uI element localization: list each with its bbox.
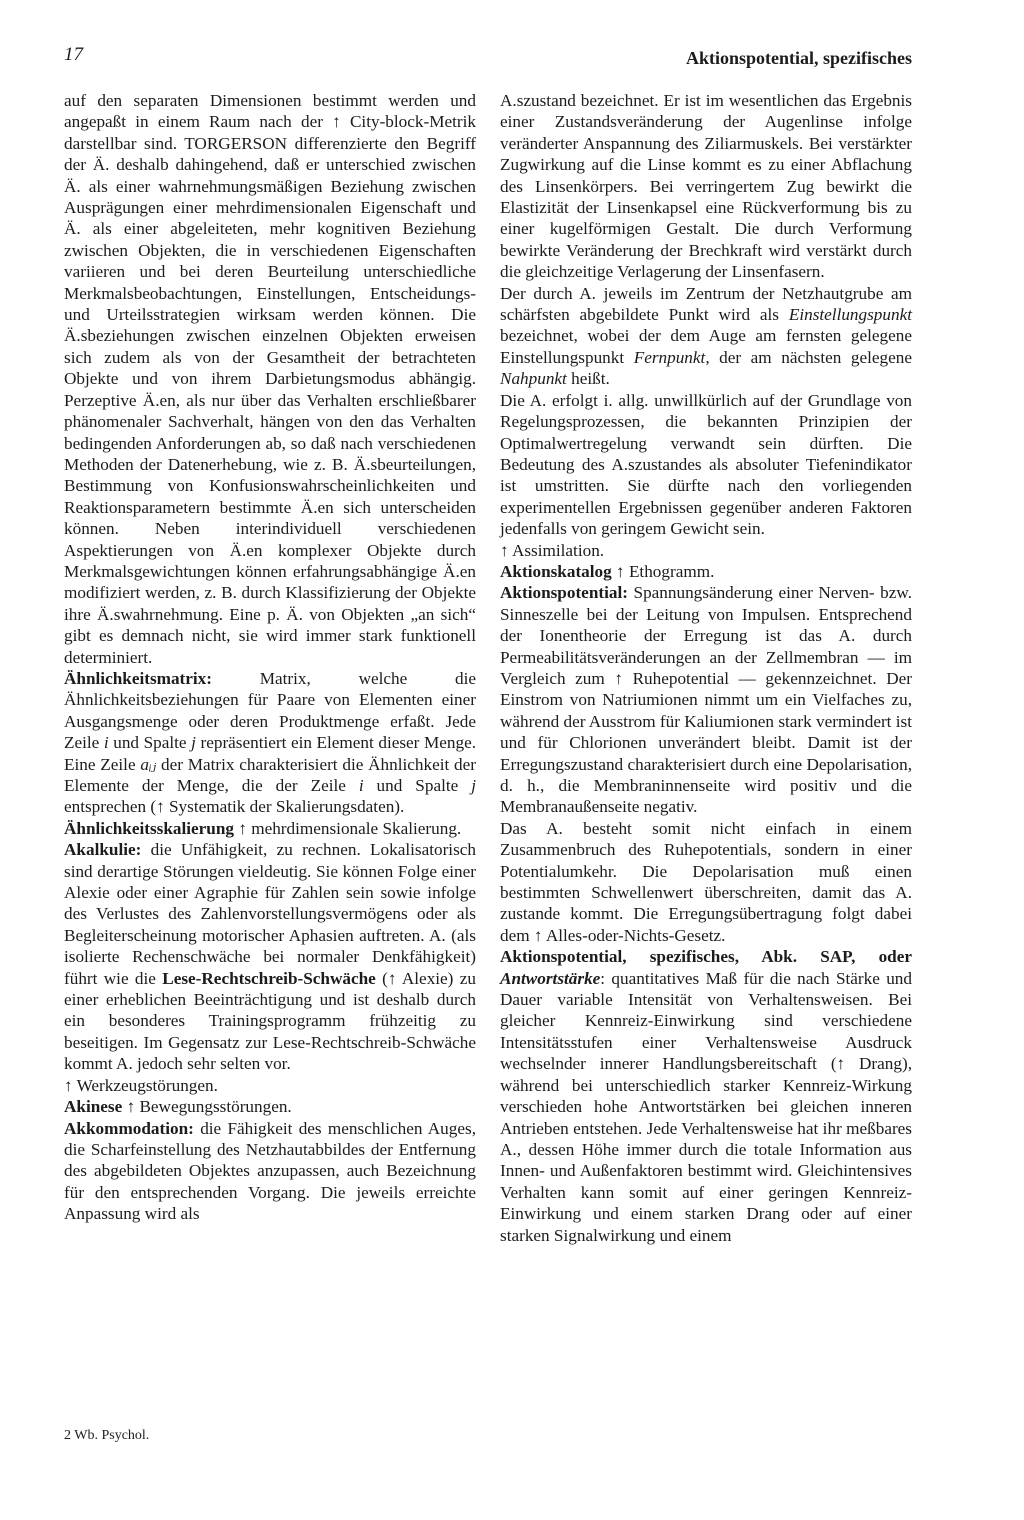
entry-text: die Unfähigkeit, zu rechnen. Lokalisatorisch sind derartige Störungen vieldeutig. Sie können Folge einer Alexie oder einer Agraphie für Zahlen sein sowie infolge des Verlustes des Zahlenvorstellungsvermögens oder als Begleiterscheinung motorischer Aphasien auftreten. A. (als isolierte Rechenschwäche bei normaler Denkfähigkeit) führt wie die	[64, 840, 476, 988]
paragraph	[500, 283, 912, 390]
paragraph-continuation: auf den separaten Dimensionen bestimmt werden und angepaßt in einem Raum nach der ↑ City-block-Metrik darstellbar sind. TORGERSON differenzierte den Begriff der Ä. deshalb dahingehend, daß er unterschied zwischen Ä. als einer wahrnehmungsmäßigen Beziehung zwischen Ausprägungen einer mehrdimensionalen Eigenschaft und Ä. als einer abgeleiteten, mehr kognitiven Beziehung zwischen Objekten, die in verschiedenen Eigenschaften variieren und bei deren Beurteilung unterschiedliche Merkmalsbeobachtungen, Einstellungen, Entscheidungs- und Urteilsstrategien wirksam werden können. Die Ä.sbeziehungen zwischen einzelnen Objekten erweisen sich zudem als von der Gesamtheit der betrachteten Objekte und von ihrem Darbietungsmodus abhängig. Perzeptive Ä.en, als nur über das Verhalten erschließbarer phänomenaler Sachverhalt, hängen von den das Verhalten bedingenden Anforderungen ab, so daß nach verschiedenen Methoden der Datenerhebung, wie z. B. Ä.sbeurteilungen, Bestimmung von Konfusionswahrscheinlichkeiten und Reaktionsparametern bestimmte Ä.en sich unterscheiden können. Neben interindividuell verschiedenen Aspektierungen von Ä.en komplexer Objekte durch Merkmalsgewichtungen können erfahrungsabhängige Ä.en modifiziert werden, z. B. durch Klassifizierung der Objekte ihre Ä.swahrnehmung. Eine p. Ä. von Objekten „an sich“ gibt es demnach nicht, sie wird immer stark funktionell determiniert.	[64, 91, 476, 667]
italic-term: Fernpunkt	[633, 347, 706, 367]
entry-text: entsprechen (↑ Systematik der Skalierungsdaten).	[64, 797, 405, 817]
italic-term: Nahpunkt	[500, 369, 567, 389]
entry-akkommodation	[64, 1118, 476, 1225]
cross-reference: ↑ Assimilation.	[500, 540, 605, 560]
lemma: Akalkulie:	[64, 840, 142, 860]
paragraph: Das A. besteht somit nicht einfach in einem Zusammenbruch des Ruhepotentials, sondern in einer Potentialumkehr. Die Depolarisation muß einen bestimmten Schwellenwert überschreiten, damit das A. zustande kommt. Die Erregungsübertragung folgt dabei dem ↑ Alles-oder-Nichts-Gesetz.	[500, 818, 912, 945]
entry-aktionspotential-spezifisches	[500, 946, 912, 1246]
page-number: 17	[64, 44, 83, 65]
italic-term: Einstellungspunkt	[788, 305, 912, 325]
entry-aehnlichkeitsskalierung	[64, 818, 476, 839]
entry-aehnlichkeitsmatrix	[64, 668, 476, 818]
right-column	[500, 90, 912, 1246]
entry-text: bezeichnet, wobei der dem Auge am fernsten gelegene Einstellungspunkt	[500, 326, 912, 367]
entry-text: ↑ Bewegungsstörungen.	[122, 1097, 292, 1117]
lemma: Aktionspotential, spezifisches, Abk. SAP, oder	[500, 947, 912, 967]
entry-text: der Matrix charakterisiert die Ähnlichkeit der Elemente der Menge, die der Zeile	[64, 754, 476, 795]
lemma-synonym: Antwortstärke	[500, 968, 601, 988]
lemma: Ähnlichkeitsskalierung	[64, 818, 235, 838]
cross-reference: ↑ Werkzeugstörungen.	[64, 1075, 218, 1095]
entry-text: , der am nächsten gelegene	[705, 347, 912, 367]
entry-text: ↑ mehrdimensionale Skalierung.	[234, 818, 462, 838]
lemma: Ähnlichkeitsmatrix:	[64, 668, 212, 688]
entry-text: heißt.	[566, 369, 610, 389]
entry-akalkulie	[64, 839, 476, 1074]
variable: i	[358, 776, 364, 795]
bold-term: Lese-Rechtschreib-Schwäche	[162, 968, 376, 988]
entry-text: ↑ Ethogramm.	[611, 561, 715, 581]
paragraph-continuation: A.szustand bezeichnet. Er ist im wesentlichen das Ergebnis einer Zustandsveränderung der Augenlinse infolge veränderter Anspannung des Ziliarmuskels. Bei verstärkter Zugwirkung auf die Linse kommt es zu einer Abflachung des Linsenkörpers. Bei verringertem Zug bewirkt die Elastizität der Linsenkapsel eine Rückverformung bis zu einer kugelförmigen Gestalt. Die durch Verformung bewirkte Veränderung der Brechkraft wird verstärkt durch die gleichzeitige Verlagerung der Linsenfasern.	[500, 91, 912, 282]
entry-text: : quantitatives Maß für die nach Stärke und Dauer variable Intensität von Verhaltensweisen. Bei gleicher Kennreiz-Einwirkung sind verschiedene Intensitätsstufen einer Verhaltensweise Ausdruck wechselnder innerer Handlungsbereitschaft (↑ Drang), während bei unterschiedlich starker Kennreiz-Wirkung verschieden hohe Antwortstärken bei gleichen inneren Antrieben entstehen. Jede Verhaltensweise hat ihr meßbares A., dessen Höhe immer durch die totale Information aus Innen- und Außenfaktoren bestimmt wird. Gleichintensives Verhalten kann somit auf einer geringen Kennreiz-Einwirkung und einem starken Drang oder auf einer starken Signalwirkung und einem	[500, 968, 912, 1245]
entry-akinese	[64, 1096, 476, 1117]
entry-text: (↑ Alexie) zu einer erheblichen Beeinträchtigung und ist deshalb durch ein besonderes Trainingsprogramm frühzeitig zu beseitigen. Im Gegensatz zur Lese-Rechtschreib-Schwäche kommt A. jedoch sehr selten vor.	[64, 968, 476, 1074]
entry-text: Matrix, welche die Ähnlichkeitsbeziehungen für Paare von Elementen einer Ausgangsmenge oder deren Produktmenge erfaßt. Jede Zeile	[64, 668, 476, 753]
entry-text: repräsentiert ein Element dieser Menge. Eine Zeile	[64, 733, 477, 774]
entry-text: die Fähigkeit des menschlichen Auges, die Scharfeinstellung des Netzhautabbildes der Entfernung des abgebildeten Objektes anzupassen, auch Bezeichnung für den entsprechenden Vorgang. Die jeweils erreichte Anpassung wird als	[64, 1118, 476, 1224]
variable: i	[103, 733, 109, 753]
running-head: Aktionspotential, spezifisches	[685, 48, 912, 68]
entry-text: und Spalte	[363, 776, 472, 795]
entry-text: Der durch A. jeweils im Zentrum der Netzhautgrube am schärfsten abgebildete Punkt wird als	[500, 283, 912, 325]
entry-aktionskatalog	[500, 561, 912, 582]
signature-line: 2 Wb. Psychol.	[64, 1428, 150, 1443]
left-column	[64, 90, 476, 1225]
variable: j	[471, 776, 476, 795]
variable: aᵢⱼ	[140, 754, 157, 774]
lemma: Aktionskatalog	[500, 561, 612, 581]
paragraph: Die A. erfolgt i. allg. unwillkürlich auf der Grundlage von Regelungsprozessen, die bekannten Prinzipien der Optimalwertregelung verwandt sein dürften. Die Bedeutung des A.szustandes als absoluter Tiefenindikator ist umstritten. Sie dürfte nach den vorliegenden experimentellen Ergebnissen gegenüber anderen Faktoren jedenfalls von geringem Gewicht sein.	[500, 390, 912, 539]
entry-text: Spannungsänderung einer Nerven- bzw. Sinneszelle bei der Leitung von Impulsen. Entsprechend der Ionentheorie der Erregung ist das A. durch Permeabilitätsveränderungen an der Zellmembran — im Vergleich zum ↑ Ruhepotential — gekennzeichnet. Der Einstrom von Natriumionen nimmt um ein Vielfaches zu, während der Ausstrom für Kaliumionen stark vermindert ist und für Chlorionen unverändert bleibt. Damit ist der Erregungszustand charakterisiert durch eine Depolarisation, d. h., die Membraninnenseite wird positiv und die Membranaußenseite negativ.	[500, 583, 912, 817]
lemma: Akinese	[64, 1097, 123, 1117]
entry-text: und Spalte	[108, 733, 192, 753]
entry-aktionspotential	[500, 582, 912, 817]
lemma: Aktionspotential:	[500, 583, 628, 603]
variable: j	[191, 733, 196, 753]
lemma: Akkommodation:	[64, 1118, 194, 1138]
